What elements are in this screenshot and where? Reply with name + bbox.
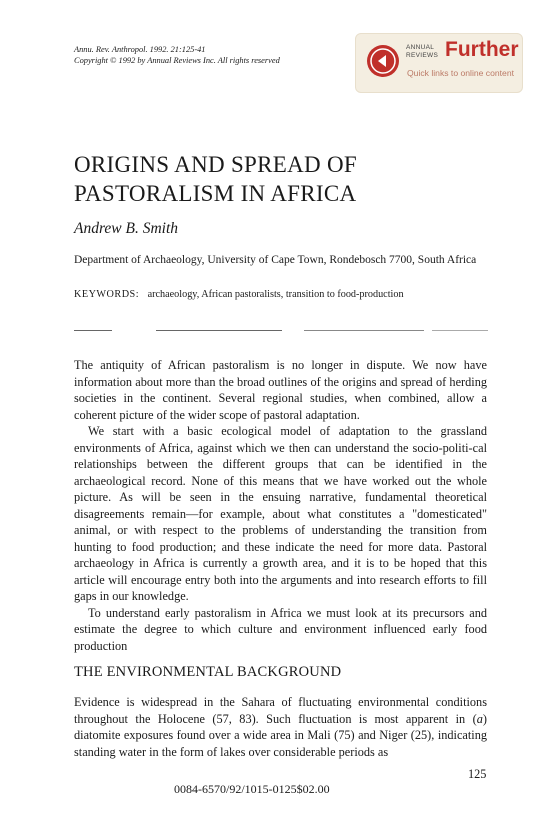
further-reviews-badge[interactable] bbox=[355, 33, 523, 93]
page-number: 125 bbox=[468, 767, 487, 781]
badge-reviews-label: REVIEWS bbox=[406, 51, 439, 59]
author-name: Andrew B. Smith bbox=[74, 220, 179, 237]
divider-segment bbox=[304, 330, 424, 331]
paragraph: To understand early pastoralism in Africa we must look at its precursors and estimate the degree to which culture and environment influenced early food production bbox=[74, 605, 487, 653]
divider-segment bbox=[74, 330, 112, 331]
article-title bbox=[74, 150, 357, 208]
badge-publisher bbox=[406, 44, 438, 59]
journal-header bbox=[74, 44, 280, 66]
copyright-notice: Copyright © 1992 by Annual Reviews Inc. All rights reserved bbox=[74, 56, 280, 65]
badge-annual-label: ANNUAL bbox=[406, 44, 435, 51]
text-segment: Evidence is widespread in the Sahara of fluctuating environmental conditions throughout the Holocene (57, 83). Such fluctuation is most apparent in ( bbox=[74, 695, 487, 726]
divider-segment bbox=[432, 330, 488, 331]
section-paragraph bbox=[74, 694, 487, 760]
paragraph: We start with a basic ecological model of adaptation to the grassland environments of Africa, against which we then can understand the socio-politi-cal relationships between the different groups that can be identified in the archaeological record. None of this means that we have worked out the whole picture. As will be seen in the ensuing narrative, fundamental theoretical disagreements remain—for example, about what constitutes a "domesticated" animal, or with respect to the problems of understanding the transition from hunting to food production; and these indicate the need for more data. Pastoral archaeology in Africa is currently a growth area, and it is to be hoped that this article will encourage entry both into the arguments and into research efforts to fill gaps in our knowledge. bbox=[74, 424, 487, 603]
text-segment: ) diatomite exposures found over a wide area in Mali (75) and Niger (25), indicating standing water in the form of lakes over considerable periods as bbox=[74, 711, 487, 759]
author-affiliation: Department of Archaeology, University of Cape Town, Rondebosch 7700, South Africa bbox=[74, 254, 477, 266]
badge-further-label: Further bbox=[445, 38, 519, 61]
badge-subtext: Quick links to online content bbox=[407, 68, 515, 78]
journal-citation: Annu. Rev. Anthropol. 1992. 21:125-41 bbox=[74, 45, 206, 54]
title-line-2: PASTORALISM IN AFRICA bbox=[74, 181, 357, 206]
article-body bbox=[74, 357, 487, 654]
keywords bbox=[74, 289, 404, 300]
section-heading: THE ENVIRONMENTAL BACKGROUND bbox=[74, 664, 342, 680]
text-segment-italic: a bbox=[476, 711, 483, 726]
keywords-label: KEYWORDS: bbox=[74, 289, 140, 300]
arrow-left-icon bbox=[367, 45, 399, 77]
paragraph: The antiquity of African pastoralism is no longer in dispute. We now have information about more than the broad outlines of the origins and spread of herding societies in the continent. Several regional studies, when combined, allow a coherent picture of the wider scope of pastoral adaptation. bbox=[74, 358, 487, 422]
keywords-list: archaeology, African pastoralists, transition to food-production bbox=[147, 289, 404, 300]
divider-segment bbox=[156, 330, 282, 331]
article-code: 0084-6570/92/1015-0125$02.00 bbox=[174, 782, 330, 796]
title-line-1: ORIGINS AND SPREAD OF bbox=[74, 152, 357, 177]
